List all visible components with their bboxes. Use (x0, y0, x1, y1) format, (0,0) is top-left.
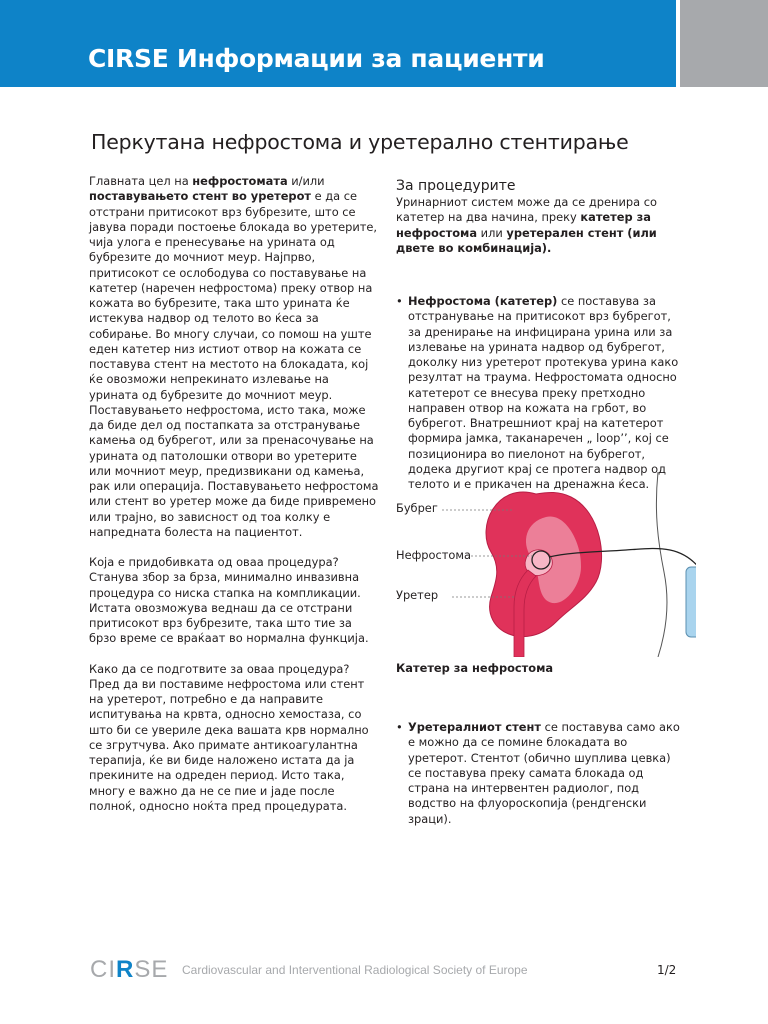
header-gray-block (680, 0, 768, 87)
logo-letter-r: R (116, 956, 135, 983)
body-text: се поставува само ако е можно да се помине блокадата во уретерот. Стентот (обично шуплива цевка) се поставува преку самата блокада од страна на интервентен радиолог, под водство на флуороскопија (рендгенски зраци). (408, 720, 680, 826)
drainage-bag (686, 567, 696, 637)
body-outline (656, 472, 666, 657)
section-title: За процедурите (396, 178, 516, 194)
body-text: се поставува за отстранување на притисокот врз бубрегот, за дренирање на инфицирана урина или за излевање на урината надвор од бубрегот, доколку низ уретерот протекува урина како резултат на траума. Нефростомата односно катетерот се внесува преку претходно направен отвор на кожата на грбот, во бубрегот. Внатрешниот крај на катетерот формира јамка, таканаречен „ loop’’, кој се позиционира во пиелонот на бубрегот, додека другиот крај се протега надвор од телото и е прикачен на дренажна ќеса. (408, 294, 679, 491)
logo-letters-se: SE (134, 956, 169, 983)
bold-text: нефростомата (192, 174, 288, 188)
stent-section (396, 720, 686, 827)
bullet-stent-text (408, 720, 686, 827)
preparation-question: Како да се подготвите за оваа процедура? (89, 661, 350, 676)
bullet-dot: • (396, 294, 403, 308)
label-kidney: Бубрег (396, 501, 438, 515)
bold-text: катетер за нефростома (396, 210, 651, 240)
intro-paragraph (89, 174, 379, 540)
procedures-intro (396, 195, 686, 256)
body-text: е да се отстрани притисокот врз бубрезите, што се јавува поради постоење блокада во уретерите, чија улога е пренесување на урината од бубрезите до мочниот меур. Најпрво, притисокот се ослободува со поставување на катетер (наречен нефростома) преку отвор на кожата во бубрезите, така што урината ќе истекува надвор од телото во ќеса за собирање. Во многу случаи, со помош на уште еден катетер низ истиот отвор на кожата се поставува стент на местото на блокадата, кој ќе овозможи непрекинато излевање на урината од бубрезите до мочниот меур. Поставувањето нефростома, исто така, може да биде дел од постапката за отстранување камења од бубрегот, или за пренасочување на урината од патолошки отвори во уретерите или мочниот меур, предизвикани од камења, рак или операција. Поставувањето нефростома или стент во уретер може да биде привремено или трајно, во зависност од тоа колку е напредната болеста на пациентот. (89, 189, 379, 539)
bold-text: уретерален стент (или двете во комбинација). (396, 225, 657, 255)
figure-caption: Катетер за нефростома (396, 661, 554, 675)
header-title: CIRSE Информации за пациенти (88, 44, 545, 73)
bold-text: Уретералниот стент (408, 720, 541, 734)
logo-letter-c: C (90, 956, 109, 983)
preparation-answer: Пред да ви поставиме нефростома или стент на уретерот, потребно е да направите испитувања на крвта, односно хемостаза, со што би се увериле дека вашата крв нормално се згрутчува. Ако примате антикоагулантна терапија, ќе ви биде наложено истата да ја прекините на одреден период. Исто така, многу е важно да не се пие и јаде после полноќ, односно ноќта пред процедурата. (89, 676, 369, 813)
logo-letter-i: I (108, 956, 117, 983)
bold-text: Нефростома (катетер) (408, 294, 558, 308)
label-nephrostomy: Нефростома (396, 548, 471, 562)
body-text: Уринарниот систем може да се дренира со катетер на два начина, преку (396, 195, 657, 225)
benefit-question: Која е придобивката од оваа процедура? (89, 555, 339, 569)
page-title: Перкутана нефростома и уретерално стентирање (91, 130, 629, 154)
kidney-figure (396, 472, 696, 657)
left-column (89, 174, 379, 814)
body-text: или (477, 225, 507, 240)
label-ureter: Уретер (396, 588, 439, 602)
cirse-logo (90, 956, 168, 984)
body-text: и/или (287, 174, 325, 188)
footer-organization: Cardiovascular and Interventional Radiological Society of Europe (182, 963, 528, 977)
benefit-answer: Станува збор за брза, минимално инвазивна процедура со ниска стапка на компликации. Истата овозможува веднаш да се отстрани притисокот врз бубрезите, така што тие за брзо време се враќаат во нормална функција. (89, 570, 369, 646)
bold-text: поставувањето стент во уретерот (89, 189, 312, 204)
bullet-nephrostomy (396, 294, 686, 492)
bullet-dot: • (396, 720, 403, 734)
kidney-illustration (396, 472, 696, 657)
body-text: Главната цел на (89, 174, 193, 188)
bullet-stent (396, 720, 686, 827)
right-column (396, 177, 686, 492)
bullet-nephrostomy-text (408, 294, 686, 492)
page-number: 1/2 (657, 963, 677, 977)
